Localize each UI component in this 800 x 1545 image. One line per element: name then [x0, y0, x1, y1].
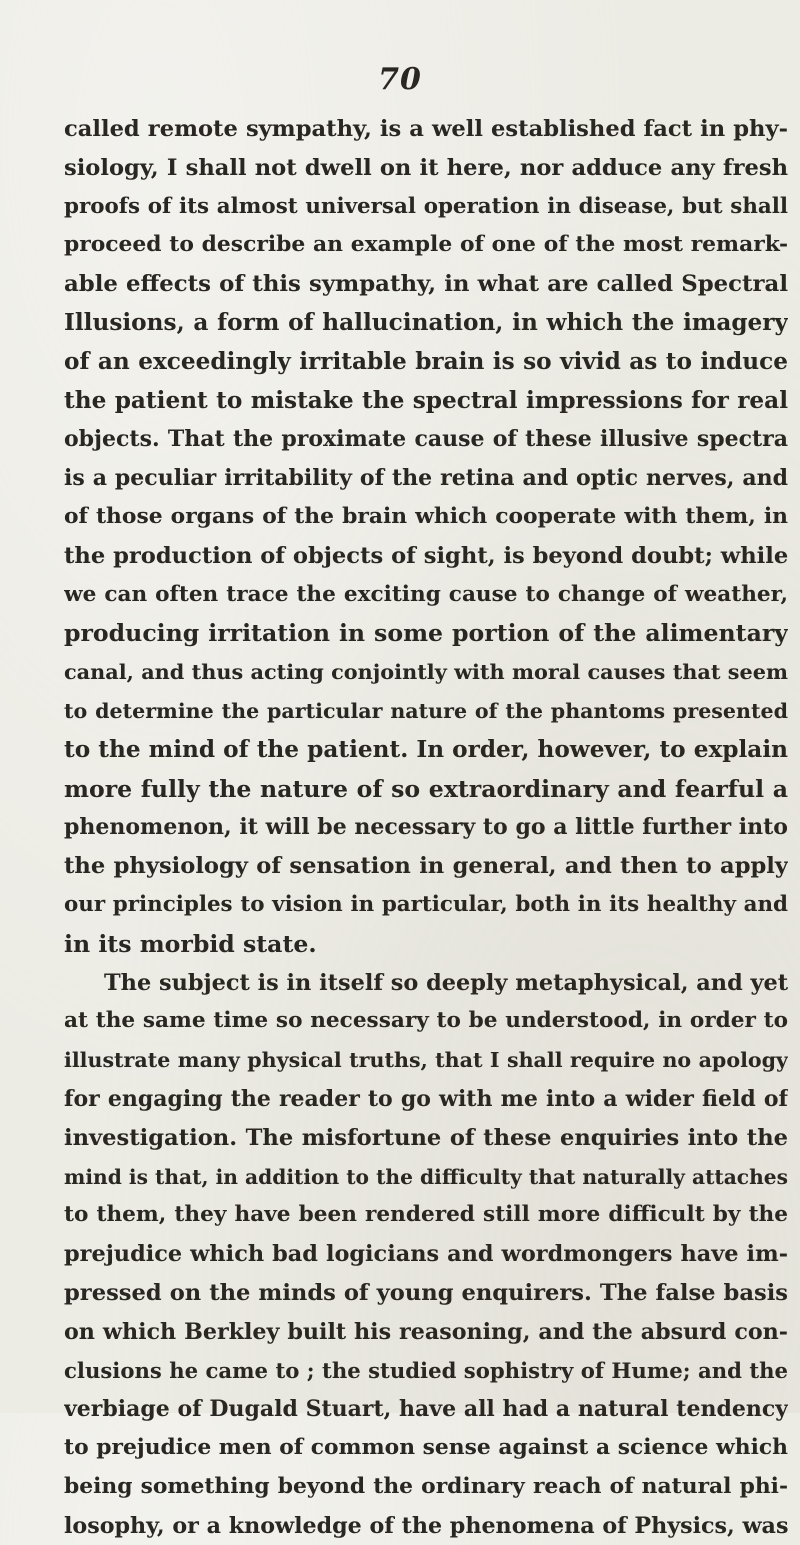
- text-line: called remote sympathy, is a well established fact in phy-: [64, 116, 788, 142]
- text-line: for engaging the reader to go with me into a wider field of: [64, 1085, 788, 1112]
- paragraph-end-line: in its morbid state.: [64, 929, 317, 958]
- text-line: objects. That the proximate cause of these illusive spectra: [64, 426, 788, 453]
- text-line: phenomenon, it will be necessary to go a little further into: [64, 814, 788, 841]
- text-line: the patient to mistake the spectral impressions for real: [64, 386, 788, 414]
- text-line: of those organs of the brain which cooperate with them, in: [64, 503, 788, 529]
- text-line: mind is that, in addition to the difficulty that naturally attaches: [64, 1164, 788, 1189]
- paragraph-start-line: The subject is in itself so deeply metaphysical, and yet: [104, 969, 788, 996]
- text-line: being something beyond the ordinary reach of natural phi-: [64, 1473, 788, 1499]
- text-line: is a peculiar irritability of the retina and optic nerves, and: [64, 465, 788, 492]
- text-line: canal, and thus acting conjointly with moral causes that seem: [64, 659, 788, 685]
- text-line: the production of objects of sight, is beyond doubt; while: [64, 542, 788, 569]
- text-line: to prejudice men of common sense against a science which: [64, 1435, 788, 1461]
- text-line: proofs of its almost universal operation in disease, but shall: [64, 193, 788, 219]
- text-line: of an exceedingly irritable brain is so vivid as to induce: [64, 347, 788, 375]
- text-line: able effects of this sympathy, in what are called Spectral: [64, 271, 788, 298]
- text-line: to determine the particular nature of the phantoms presented: [64, 698, 788, 723]
- text-line: losophy, or a knowledge of the phenomena of Physics, was: [64, 1512, 788, 1539]
- text-line: producing irritation in some portion of the alimentary: [64, 619, 788, 648]
- page-number: 70: [378, 62, 422, 97]
- text-line: siology, I shall not dwell on it here, nor adduce any fresh: [64, 154, 788, 181]
- text-line: on which Berkley built his reasoning, and the absurd con-: [64, 1318, 788, 1345]
- text-line: illustrate many physical truths, that I shall require no apology: [64, 1048, 788, 1073]
- text-line: the physiology of sensation in general, and then to apply: [64, 853, 788, 880]
- text-line: proceed to describe an example of one of the most remark-: [64, 232, 788, 258]
- text-line: pressed on the minds of young enquirers. The false basis: [64, 1279, 788, 1306]
- text-line: investigation. The misfortune of these enquiries into the: [64, 1124, 788, 1151]
- text-line: to them, they have been rendered still more difficult by the: [64, 1202, 788, 1228]
- text-line: more fully the nature of so extraordinary and fearful a: [64, 774, 788, 803]
- text-line: prejudice which bad logicians and wordmongers have im-: [64, 1241, 788, 1268]
- text-line: at the same time so necessary to be understood, in order to: [64, 1008, 788, 1034]
- text-line: our principles to vision in particular, both in its healthy and: [64, 891, 788, 917]
- body-text: [64, 110, 788, 1545]
- text-line: to the mind of the patient. In order, however, to explain: [64, 735, 788, 763]
- text-line: verbiage of Dugald Stuart, have all had a natural tendency: [64, 1396, 788, 1423]
- text-line: Illusions, a form of hallucination, in which the imagery: [64, 308, 788, 336]
- text-line: we can often trace the exciting cause to change of weather,: [64, 581, 788, 607]
- text-line: clusions he came to ; the studied sophistry of Hume; and the: [64, 1357, 788, 1383]
